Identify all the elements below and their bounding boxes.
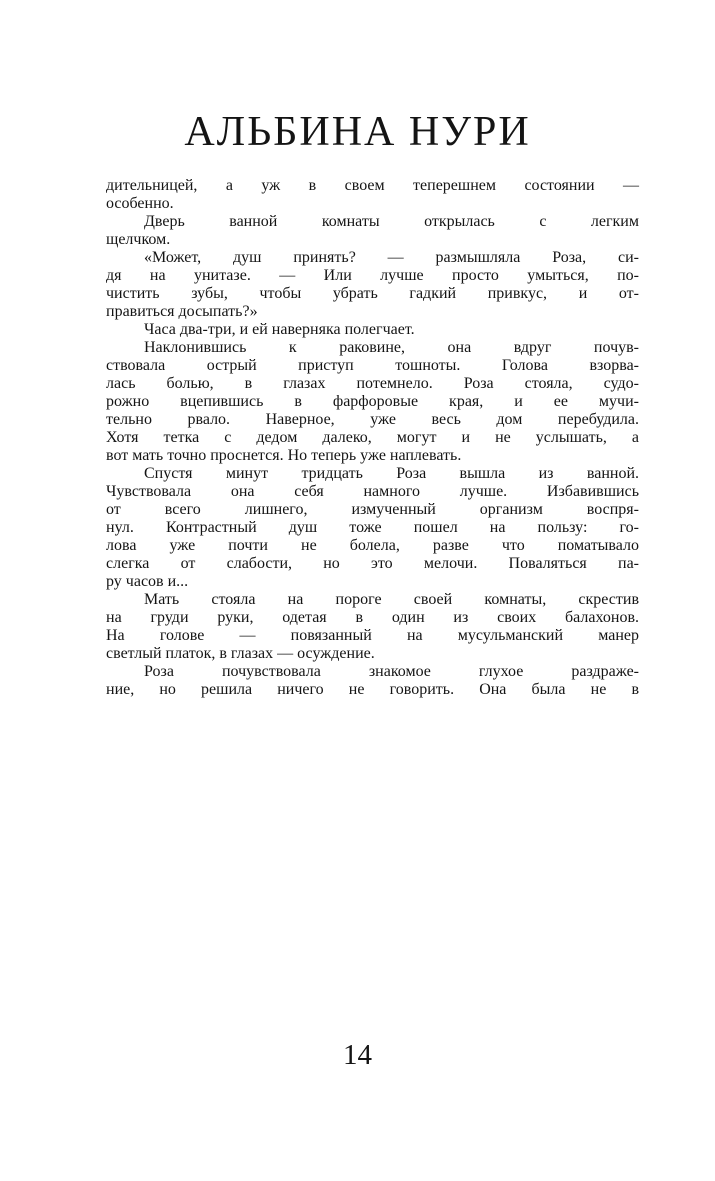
text-line: тельно рвало. Наверное, уже весь дом перебудила. xyxy=(106,411,639,428)
text-line: Мать стояла на пороге своей комнаты, скрестив xyxy=(144,591,639,608)
text-line: на груди руки, одетая в один из своих балахонов. xyxy=(106,609,639,626)
text-line: от всего лишнего, измученный организм воспря- xyxy=(106,501,639,518)
text-line: Дверь ванной комнаты открылась с легким xyxy=(144,213,639,230)
text-line: ние, но решила ничего не говорить. Она была не в xyxy=(106,681,639,698)
text-line: особенно. xyxy=(106,195,174,212)
text-line: правиться досыпать?» xyxy=(106,303,258,320)
text-line: Хотя тетка с дедом далеко, могут и не услышать, а xyxy=(106,429,639,446)
text-line: слегка от слабости, но это мелочи. Поваляться па- xyxy=(106,555,639,572)
body-text xyxy=(106,177,639,699)
text-line: ствовала острый приступ тошноты. Голова взорва- xyxy=(106,357,639,374)
text-line: дя на унитазе. — Или лучше просто умыться, по- xyxy=(106,267,639,284)
text-line: ру часов и... xyxy=(106,573,189,590)
text-line: Спустя минут тридцать Роза вышла из ванной. xyxy=(144,465,639,482)
running-head-author: АЛЬБИНА НУРИ xyxy=(184,109,531,155)
text-line: Наклонившись к раковине, она вдруг почув- xyxy=(144,339,639,356)
text-line: щелчком. xyxy=(106,231,171,248)
page-number: 14 xyxy=(343,1039,372,1071)
text-line: светлый платок, в глазах — осуждение. xyxy=(106,645,375,662)
text-line: Чувствовала она себя намного лучше. Избавившись xyxy=(106,483,639,500)
text-line: лова уже почти не болела, разве что поматывало xyxy=(106,537,639,554)
text-line: Роза почувствовала знакомое глухое раздраже- xyxy=(144,663,639,680)
text-line: лась болью, в глазах потемнело. Роза стояла, судо- xyxy=(106,375,639,392)
text-line: «Может, душ принять? — размышляла Роза, си- xyxy=(144,249,639,266)
text-line: рожно вцепившись в фарфоровые края, и ее мучи- xyxy=(106,393,639,410)
text-line: На голове — повязанный на мусульманский манер xyxy=(106,627,639,644)
text-line: Часа два-три, и ей наверняка полегчает. xyxy=(144,321,415,338)
text-line: нул. Контрастный душ тоже пошел на пользу: го- xyxy=(106,519,639,536)
text-line: чистить зубы, чтобы убрать гадкий привкус, и от- xyxy=(106,285,639,302)
text-line: вот мать точно проснется. Но теперь уже наплевать. xyxy=(106,447,462,464)
text-line: дительницей, а уж в своем теперешнем состоянии — xyxy=(106,177,639,194)
